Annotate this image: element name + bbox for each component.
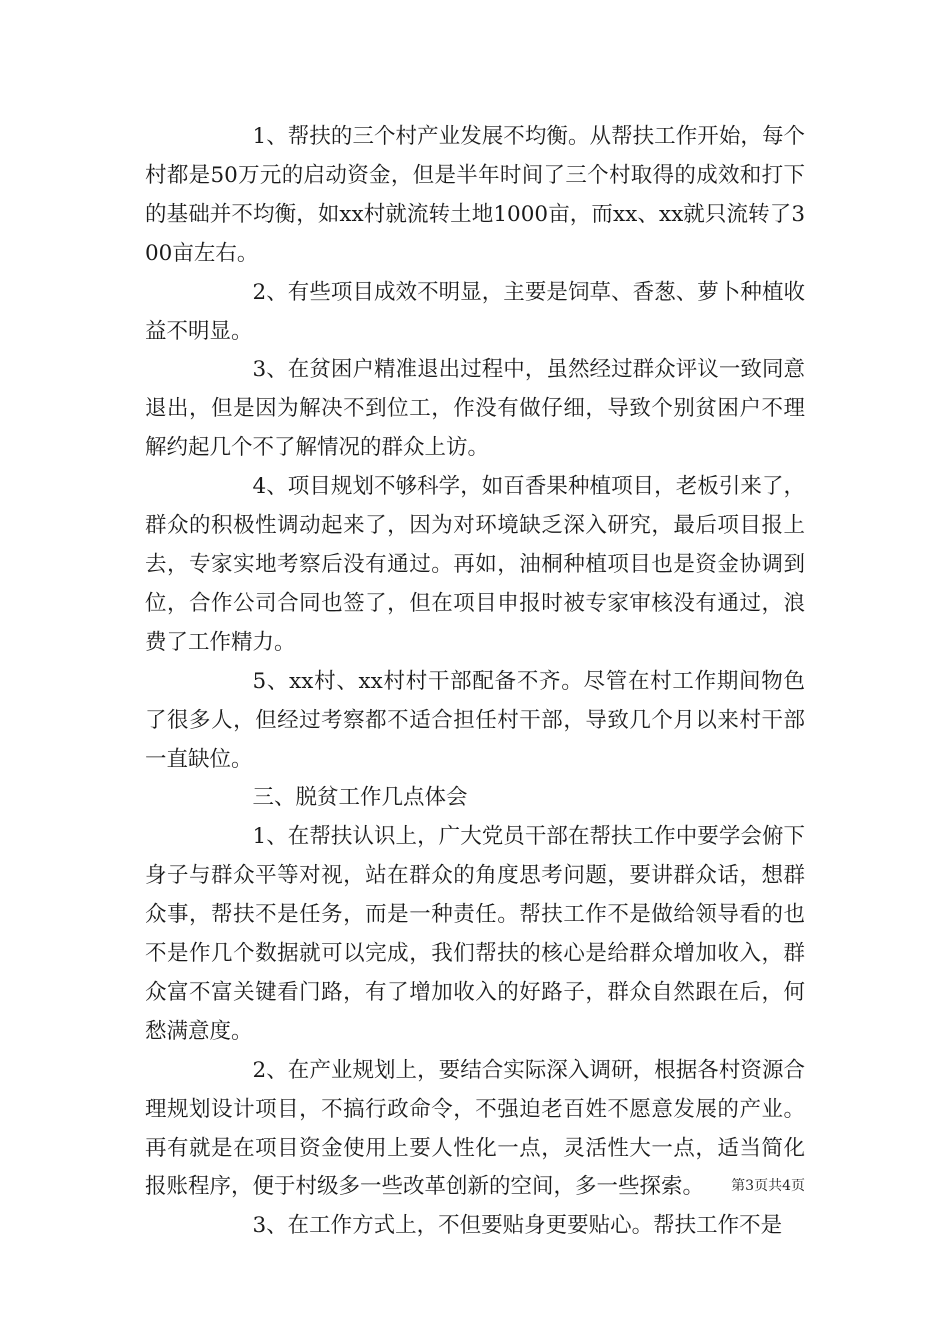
paragraph-insight-2: 2、在产业规划上，要结合实际深入调研，根据各村资源合理规划设计项目，不搞行政命令，不强迫老百姓不愿意发展的产业。再有就是在项目资金使用上要人性化一点，灵活性大一点，适当简化报账程序，便于村级多一些改革创新的空间，多一些探索。 [145,1057,805,1200]
document-body [145,118,805,1246]
paragraph-problem-4: 4、项目规划不够科学，如百香果种植项目，老板引来了，群众的积极性调动起来了，因为对环境缺乏深入研究，最后项目报上去，专家实地考察后没有通过。再如，油桐种植项目也是资金协调到位，合作公司合同也签了，但在项目申报时被专家审核没有通过，浪费了工作精力。 [145,474,805,655]
section-heading: 三、脱贫工作几点体会 [252,785,468,811]
paragraph-problem-3: 3、在贫困户精准退出过程中，虽然经过群众评议一致同意退出，但是因为解决不到位工，作没有做仔细，导致个别贫困户不理解约起几个不了解情况的群众上访。 [145,357,805,461]
paragraph-insight-3: 3、在工作方式上，不但要贴身更要贴心。帮扶工作不是 [252,1213,783,1239]
paragraph-insight-1: 1、在帮扶认识上，广大党员干部在帮扶工作中要学会俯下身子与群众平等对视，站在群众的角度思考问题，要讲群众话，想群众事，帮扶不是任务，而是一种责任。帮扶工作不是做给领导看的也不是作几个数据就可以完成，我们帮扶的核心是给群众增加收入，群众富不富关键看门路，有了增加收入的好路子，群众自然跟在后，何愁满意度。 [145,824,805,1044]
paragraph-problem-2: 2、有些项目成效不明显，主要是饲草、香葱、萝卜种植收益不明显。 [145,279,805,344]
paragraph-problem-1: 1、帮扶的三个村产业发展不均衡。从帮扶工作开始，每个村都是50万元的启动资金，但是半年时间了三个村取得的成效和打下的基础并不均衡，如xx村就流转土地1000亩，而xx、xx就只流转了300亩左右。 [145,124,805,266]
page-number: 第3页共4页 [731,1178,805,1194]
paragraph-problem-5: 5、xx村、xx村村干部配备不齐。尽管在村工作期间物色了很多人，但经过考察都不适合担任村干部，导致几个月以来村干部一直缺位。 [145,668,805,772]
